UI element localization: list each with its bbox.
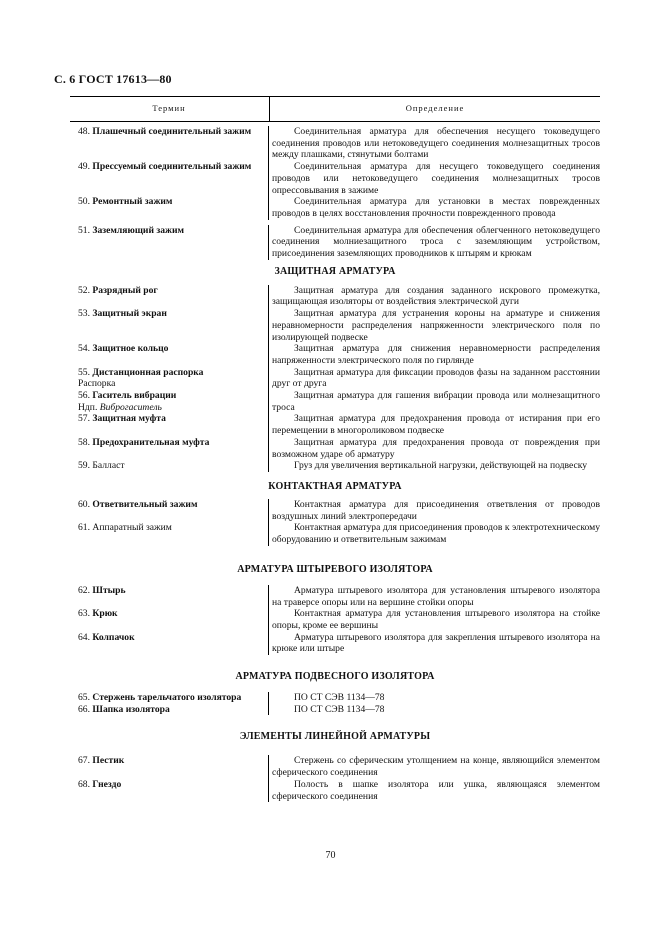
term-cell: 68. Гнездо bbox=[78, 778, 122, 790]
term-name: Гнездо bbox=[92, 778, 122, 790]
term-name: Плашечный соединительный зажим bbox=[92, 126, 252, 137]
term-name: Прессуемый соединительный зажим bbox=[92, 161, 252, 173]
term-cell: 64. Колпачок bbox=[78, 631, 135, 643]
definition-cell: Стержень со сферическим утолщением на конце, являющийся элементом сферического соединения bbox=[268, 755, 600, 778]
definition-cell: Полость в шапке изолятора или ушка, являющаяся элементом сферического соединения bbox=[268, 779, 600, 802]
definition-cell: Защитная арматура для фиксации проводов фазы на заданном расстоянии друг от друга bbox=[268, 367, 600, 390]
term-name: Шапка изолятора bbox=[92, 703, 170, 715]
term-cell: 63. Крюк bbox=[78, 608, 118, 620]
document-header: С. 6 ГОСТ 17613—80 bbox=[54, 72, 172, 86]
term-cell: 54. Защитное кольцо bbox=[78, 343, 169, 355]
term-cell: 67. Пестик bbox=[78, 755, 125, 767]
table-row bbox=[70, 437, 600, 460]
definition-cell: Контактная арматура для присоединения проводов к электротехническому оборудованию и ответвительным зажимам bbox=[268, 522, 600, 545]
table-row bbox=[70, 755, 600, 778]
definition-cell: Соединительная арматура для установки в местах поврежденных проводов в целях восстановления прочности поврежденного провода bbox=[268, 196, 600, 219]
table-row bbox=[70, 499, 600, 522]
term-name: Разрядный рог bbox=[92, 284, 158, 296]
term-name: Балласт bbox=[92, 460, 125, 472]
definition-cell: Контактная арматура для присоединения ответвления от проводов воздушных линий электропередачи bbox=[268, 499, 600, 522]
term-name: Аппаратный зажим bbox=[92, 522, 172, 534]
term-name: Пестик bbox=[92, 755, 125, 767]
table-row bbox=[70, 196, 600, 219]
table-row bbox=[70, 779, 600, 802]
term-cell: 49. Прессуемый соединительный зажим bbox=[78, 161, 252, 173]
table-row bbox=[70, 608, 600, 631]
term-cell: 57. Защитная муфта bbox=[78, 413, 166, 425]
table-row bbox=[70, 390, 600, 413]
table-row bbox=[70, 161, 600, 196]
deprecated-prefix: Ндп. bbox=[78, 401, 98, 413]
term-name: Колпачок bbox=[92, 631, 135, 643]
table-row bbox=[70, 522, 600, 545]
deprecated-term: Виброгаситель bbox=[99, 401, 162, 413]
definition-cell: Соединительная арматура для обеспечения облегченного нетоковедущего соединения молниезащитного троса с заземляющим устройством, присоединения заземляющих проводников к штырям и крюкам bbox=[268, 225, 600, 260]
section-heading: ЭЛЕМЕНТЫ ЛИНЕЙНОЙ АРМАТУРЫ bbox=[239, 731, 431, 743]
page-number: 70 bbox=[325, 850, 336, 861]
term-name: Защитное кольцо bbox=[92, 343, 169, 355]
definition-cell: Арматура штыревого изолятора для закрепления штыревого изолятора на крюке или штыре bbox=[268, 632, 600, 655]
header-term: Термин bbox=[152, 103, 186, 113]
term-cell: 58. Предохранительная муфта bbox=[78, 436, 210, 448]
table-header bbox=[70, 96, 600, 122]
term-cell: 50. Ремонтный зажим bbox=[78, 196, 173, 208]
term-name: Дистанционная распорка bbox=[92, 366, 204, 378]
table-row bbox=[70, 413, 600, 436]
term-synonym: Распорка bbox=[78, 378, 116, 390]
term-name: Стержень тарельчатого изолятора bbox=[92, 692, 242, 704]
header-definition: Определение bbox=[405, 103, 465, 113]
term-cell: 62. Штырь bbox=[78, 584, 126, 596]
definition-cell: Защитная арматура для устранения короны на арматуре и снижения неравномерности распределения напряженности электрического поля по изолирующей подвеске bbox=[268, 308, 600, 343]
table-row bbox=[70, 308, 600, 343]
definition-cell: Соединительная арматура для несущего токоведущего соединения проводов или нетоковедущего соединения молнезащитных тросов опрессовывания в зажиме bbox=[268, 161, 600, 196]
term-cell: 65. Стержень тарельчатого изолятора bbox=[78, 692, 242, 704]
term-cell: 52. Разрядный рог bbox=[78, 284, 158, 296]
term-cell: 66. Шапка изолятора bbox=[78, 703, 170, 715]
term-cell: 55. Дистанционная распорка Распорка bbox=[70, 367, 268, 390]
terms-table bbox=[70, 96, 600, 802]
table-row bbox=[70, 367, 600, 390]
table-row bbox=[70, 632, 600, 655]
section-heading: АРМАТУРА ПОДВЕСНОГО ИЗОЛЯТОРА bbox=[235, 671, 435, 683]
definition-cell: Защитная арматура для предохранения провода от истирания при его перемещении в многороликовом подвеске bbox=[268, 413, 600, 436]
term-name: Гаситель вибрации bbox=[92, 390, 177, 402]
definition-cell: Защитная арматура для снижения неравномерности распределения напряженности электрического поля по гирлянде bbox=[268, 343, 600, 366]
section-heading: ЗАЩИТНАЯ АРМАТУРА bbox=[274, 265, 396, 277]
table-row bbox=[70, 585, 600, 608]
definition-cell: Арматура штыревого изолятора для установления штыревого изолятора на траверсе опоры или на вершине стойки опоры bbox=[268, 585, 600, 608]
table-body bbox=[70, 122, 600, 802]
section-heading: КОНТАКТНАЯ АРМАТУРА bbox=[268, 480, 402, 492]
definition-cell: Защитная арматура для создания заданного искрового промежутка, защищающая изоляторы от воздействия электрической дуги bbox=[268, 285, 600, 308]
definition-cell: Контактная арматура для установления штыревого изолятора на стойке опоры, кроме ее вершины bbox=[268, 608, 600, 631]
section-heading: АРМАТУРА ШТЫРЕВОГО ИЗОЛЯТОРА bbox=[237, 563, 433, 575]
term-name: Штырь bbox=[92, 584, 126, 596]
term-name: Защитная муфта bbox=[92, 413, 166, 425]
term-cell: 48. Плашечный соединительный зажим bbox=[78, 126, 252, 137]
table-row bbox=[70, 692, 600, 704]
definition-cell: Соединительная арматура для обеспечения несущего токоведущего соединения проводов или нетоковедущего соединения молнезащитных тросов между плашками, стянутыми болтами bbox=[268, 126, 600, 161]
term-cell: 60. Ответвительный зажим bbox=[78, 498, 198, 510]
term-name: Ответвительный зажим bbox=[92, 498, 198, 510]
term-cell: 61. Аппаратный зажим bbox=[78, 522, 172, 534]
term-name: Крюк bbox=[92, 608, 118, 620]
definition-cell: ПО СТ СЭВ 1134—78 bbox=[268, 692, 600, 704]
term-name: Заземляющий зажим bbox=[92, 224, 185, 236]
table-row bbox=[70, 343, 600, 366]
definition-cell: Защитная арматура для предохранения провода от повреждения при возможном ударе об арматуру bbox=[268, 437, 600, 460]
table-row bbox=[70, 225, 600, 260]
term-cell: 56. Гаситель вибрации Ндп. Виброгаситель bbox=[78, 390, 177, 413]
table-row bbox=[70, 285, 600, 308]
term-cell: 53. Защитный экран bbox=[78, 308, 167, 320]
term-name: Ремонтный зажим bbox=[92, 196, 173, 208]
table-row bbox=[70, 704, 600, 716]
term-cell: 59. Балласт bbox=[78, 460, 125, 472]
definition-cell: Груз для увеличения вертикальной нагрузки, действующей на подвеску bbox=[268, 460, 600, 472]
term-cell: 51. Заземляющий зажим bbox=[78, 224, 185, 236]
table-row bbox=[70, 460, 600, 472]
table-row bbox=[70, 126, 600, 161]
definition-cell: ПО СТ СЭВ 1134—78 bbox=[268, 704, 600, 716]
definition-cell: Защитная арматура для гашения вибрации провода или молнезащитного троса bbox=[268, 390, 600, 413]
term-name: Предохранительная муфта bbox=[92, 436, 210, 448]
term-name: Защитный экран bbox=[92, 308, 167, 320]
